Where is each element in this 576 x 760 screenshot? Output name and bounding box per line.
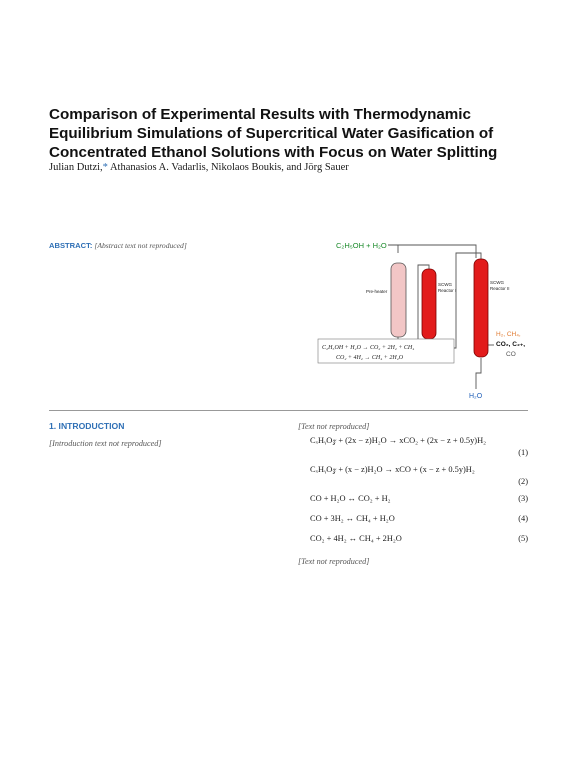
abstract (49, 240, 302, 251)
gas-product-line1: H₂, CH₄, (496, 331, 521, 338)
reactor-1-vessel (422, 269, 436, 339)
equation-5: CO₂ + 4H₂ ↔ CH₄ + 2H₂O (5) (310, 534, 528, 544)
reactor-1-label-line2: Reactor I (438, 288, 457, 293)
equation-3: CO + H₂O ↔ CO₂ + H₂ (3) (310, 494, 528, 504)
reactor-2-label-line2: Reactor II (490, 286, 510, 291)
abstract-label: ABSTRACT: (49, 241, 93, 250)
abstract-placeholder: [Abstract text not reproduced] (94, 241, 187, 250)
preheater-label: Pre-heater (366, 289, 388, 294)
gas-product-line3: CO (506, 351, 516, 358)
right-after-placeholder: [Text not reproduced] (298, 557, 370, 567)
reactor-1-label-line1: SCWG (438, 282, 452, 287)
preheater-vessel (391, 263, 406, 337)
section-divider (49, 410, 528, 411)
intro-right-column (298, 421, 528, 567)
equation-1: CₓHᵧO𝓏 + (2x − z)H₂O → xCO₂ + (2x − z + 0.5y)H₂ (1) (310, 436, 528, 458)
equation-2: CₓHᵧO𝓏 + (x − z)H₂O → xCO + (x − z + 0.5y)H₂ (2) (310, 465, 528, 487)
equation-4: CO + 3H₂ ↔ CH₄ + H₂O (4) (310, 514, 528, 524)
reaction-2: CO₂ + 4H₂ → CH₄ + 2H₂O (336, 355, 404, 361)
intro-placeholder: [Introduction text not reproduced] (49, 439, 162, 448)
corresponding-author-mark[interactable]: * (102, 162, 108, 173)
gas-product-line2: CO₂, C₂₊, (496, 341, 526, 348)
toc-feed-label: C₂H₅OH + H₂O (336, 241, 387, 250)
section-heading: 1. INTRODUCTION (49, 421, 125, 431)
author-line (49, 162, 349, 173)
right-lead-placeholder: [Text not reproduced] (298, 422, 370, 431)
reactor-2-label-line1: SCWG (490, 280, 504, 285)
author-rest[interactable]: Athanasios A. Vadarlis, Nikolaos Boukis, and Jörg Sauer (109, 162, 349, 173)
article-title: Comparison of Experimental Results with Thermodynamic Equilibrium Simulations of Supercritical Water Gasification of Concentrated Ethanol Solutions with Focus on Water Splitting (49, 106, 498, 161)
intro-left-column (49, 438, 277, 449)
author-first[interactable]: Julian Dutzi, (49, 162, 103, 173)
water-output-label: H₂O (469, 393, 483, 400)
toc-graphic (316, 233, 528, 405)
reaction-1: C₂H₅OH + H₂O → CO₂ + 2H₂ + CH₄ (322, 345, 415, 351)
reactor-2-vessel (474, 259, 488, 357)
